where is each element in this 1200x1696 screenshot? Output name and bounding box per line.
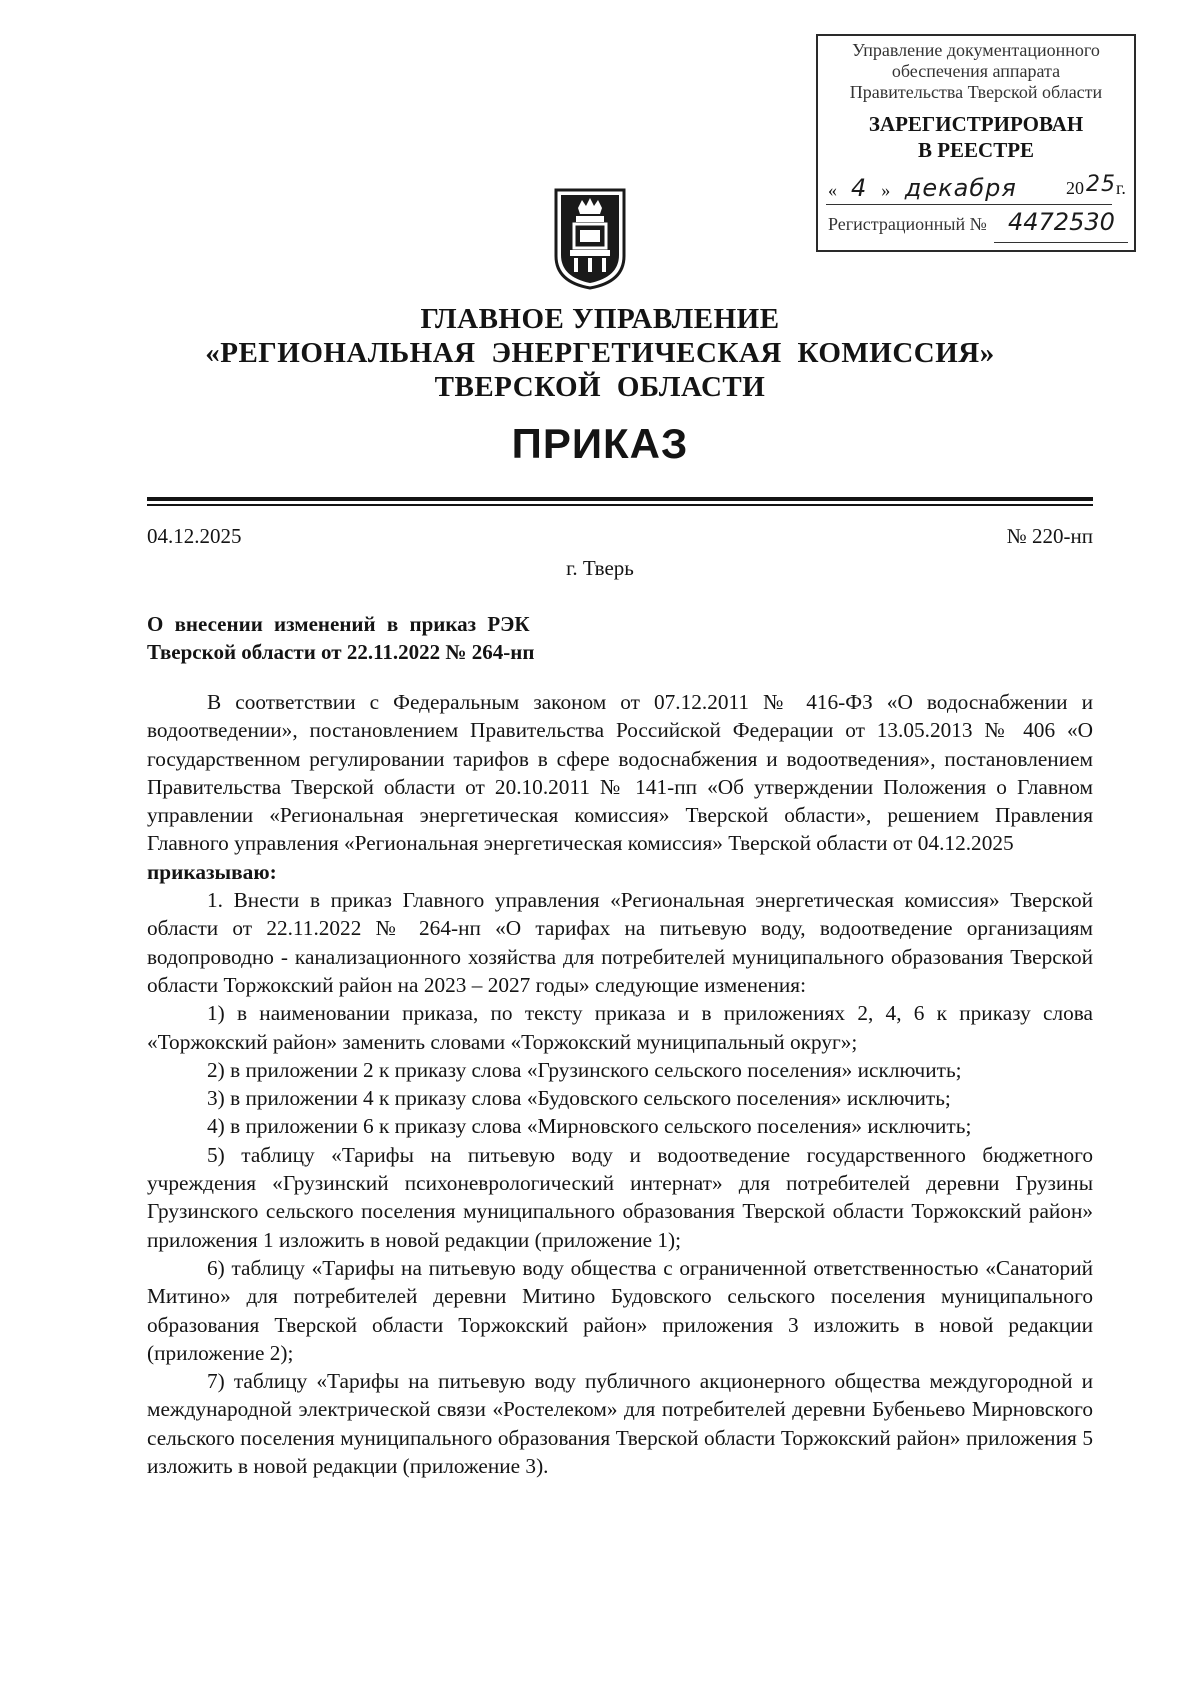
list-item: 4) в приложении 6 к приказу слова «Мирновского сельского поселения» исключить; <box>207 1114 972 1139</box>
list-item: 5) таблицу «Тарифы на питьевую воду и водоотведение государственного бюджетного учреждения «Грузинский психоневрологический интернат» для потребителей деревни Грузины Грузинского сельского поселения муниципального образования Тверской области Торжокский район» приложения 1 изложить в новой редакции (приложение 1); <box>147 1142 1093 1252</box>
stamp-month: декабря <box>904 174 1017 202</box>
order-number: № 220-нп <box>1006 524 1093 548</box>
registration-stamp <box>816 34 1136 252</box>
order-word: приказываю: <box>147 859 277 884</box>
stamp-date-underline <box>826 204 1112 205</box>
order-subject <box>147 610 617 666</box>
stamp-reg-label: Регистрационный № <box>828 214 987 234</box>
stamp-year-suffix: 25 <box>1086 172 1116 197</box>
header-divider-thick <box>147 497 1093 501</box>
stamp-registered-line-1: ЗАРЕГИСТРИРОВАН <box>868 112 1084 136</box>
stamp-year-unit: г. <box>1116 178 1126 198</box>
list-item: 2) в приложении 2 к приказу слова «Грузинского сельского поселения» исключить; <box>207 1057 962 1082</box>
stamp-office-line-2: обеспечения аппарата <box>891 61 1061 81</box>
list-item: 7) таблицу «Тарифы на питьевую воду публичного акционерного общества междугородной и международной электрической связи «Ростелеком» для потребителей деревни Бубеньево Мирновского сельского поселения муниципального образования Тверской области Торжокский район» приложения 5 изложить в новой редакции (приложение 3). <box>147 1369 1093 1479</box>
stamp-reg-number: 4472530 <box>1008 208 1115 236</box>
stamp-year-prefix: 20 <box>1066 178 1084 198</box>
order-date: 04.12.2025 <box>147 524 242 548</box>
stamp-office-line-3: Правительства Тверской области <box>849 82 1103 102</box>
issuer-line-1: ГЛАВНОЕ УПРАВЛЕНИЕ <box>420 303 780 335</box>
stamp-reg-number-line <box>828 208 1133 244</box>
stamp-date: « 4 » декабря 20 25 г. <box>828 172 1126 202</box>
issuer-line-3: ТВЕРСКОЙ ОБЛАСТИ <box>434 371 766 403</box>
stamp-registered-line-2: В РЕЕСТРЕ <box>917 138 1035 162</box>
list-item: 1) в наименовании приказа, по тексту приказа и в приложениях 2, 4, 6 к приказу слова «Торжокский район» заменить словами «Торжокский муниципальный округ»; <box>147 1001 1093 1054</box>
subject-line-2: Тверской области от 22.11.2022 № 264-нп <box>147 640 535 664</box>
stamp-number-underline <box>994 242 1128 243</box>
tver-coat-of-arms-icon <box>552 186 628 290</box>
stamp-day: 4 <box>851 174 868 202</box>
stamp-office-line-1: Управление документационного <box>852 40 1100 60</box>
issuer-heading <box>0 302 1200 404</box>
preamble-paragraph: В соответствии с Федеральным законом от 07.12.2011 № 416-ФЗ «О водоснабжении и водоотведении», постановлением Правительства Российской Федерации от 13.05.2013 № 406 «О государственном регулировании тарифов в сфере водоснабжения и водоотведения», постановлением Правительства Тверской области от 20.10.2011 № 141-пп «Об утверждении Положения о Главном управлении «Региональная энергетическая комиссия» Тверской области», решением Правления Главного управления «Региональная энергетическая комиссия» Тверской области от 04.12.2025 <box>147 690 1093 856</box>
list-item: 6) таблицу «Тарифы на питьевую воду общества с ограниченной ответственностью «Санаторий Митино» для потребителей деревни Митино Будовского сельского поселения муниципального образования Тверской области Торжокский район» приложения 3 изложить в новой редакции (приложение 2); <box>147 1255 1093 1365</box>
order-body <box>147 688 1093 1480</box>
order-city: г. Тверь <box>566 556 634 580</box>
paragraph-1: 1. Внести в приказ Главного управления «Региональная энергетическая комиссия» Тверской области от 22.11.2022 № 264-нп «О тарифах на питьевую воду, водоотведение организациям водопроводно - канализационного хозяйства для потребителей муниципального образования Тверской области Торжокский район на 2023 – 2027 годы» следующие изменения: <box>147 888 1093 997</box>
subject-line-1: О внесении изменений в приказ РЭК <box>147 612 530 636</box>
issuer-line-2: «РЕГИОНАЛЬНАЯ ЭНЕРГЕТИЧЕСКАЯ КОМИССИЯ» <box>205 337 995 369</box>
document-type-title: ПРИКАЗ <box>511 420 689 467</box>
header-divider-thin <box>147 504 1093 506</box>
list-item: 3) в приложении 4 к приказу слова «Будовского сельского поселения» исключить; <box>207 1086 951 1111</box>
